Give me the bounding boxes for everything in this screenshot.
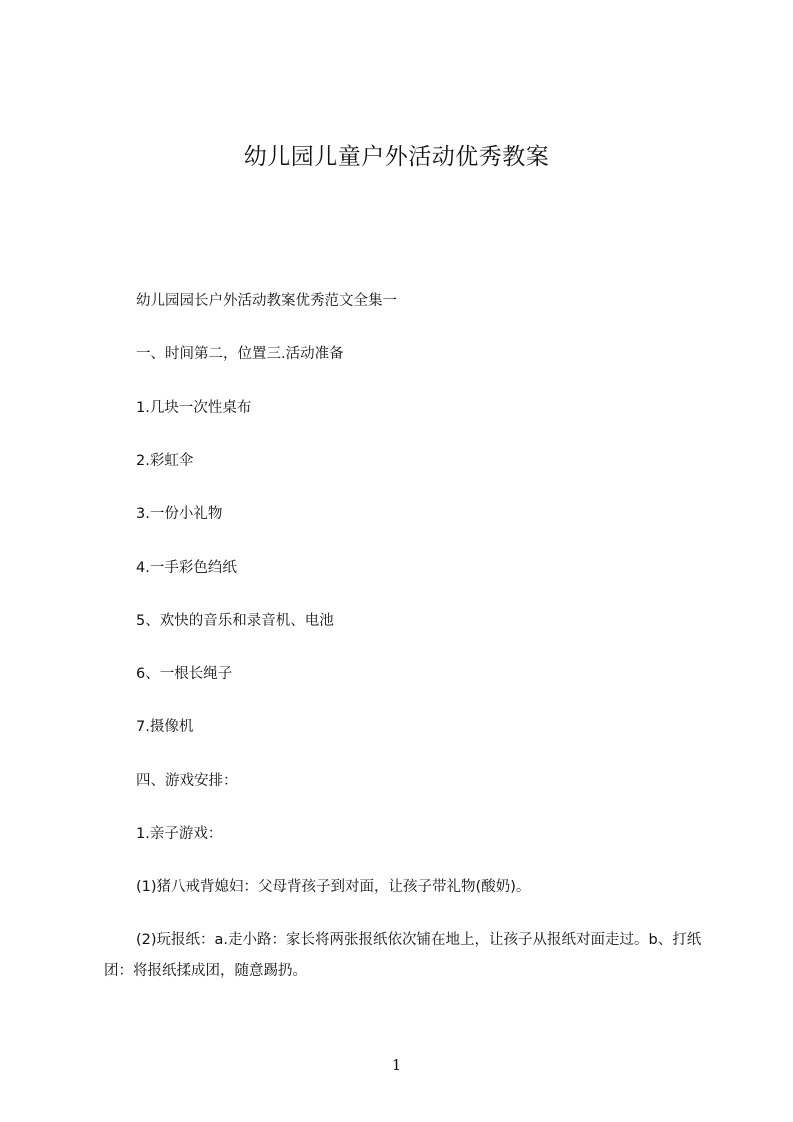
document-title: 幼儿园儿童户外活动优秀教案 [243,144,550,170]
body-line: (1)猪八戒背媳妇：父母背孩子到对面，让孩子带礼物(酸奶)。 [136,879,531,895]
list-item: 7.摄像机 [136,719,194,735]
page-number: 1 [391,1056,402,1074]
list-item: 2.彩虹伞 [136,453,194,469]
list-item: 3.一份小礼物 [136,506,223,522]
subtitle-line: 幼儿园园长户外活动教案优秀范文全集一 [136,293,397,309]
list-item: 4.一手彩色绉纸 [136,560,237,576]
sub-heading: 1.亲子游戏： [136,826,223,842]
list-item: 1.几块一次性桌布 [136,400,252,416]
list-item: 5、欢快的音乐和录音机、电池 [136,613,334,629]
body-paragraph: (2)玩报纸：a.走小路：家长将两张报纸依次铺在地上，让孩子从报纸对面走过。b、打纸团：将报纸揉成团，随意踢扔。 [104,932,702,979]
section-heading: 一、时间第二，位置三.活动准备 [136,346,344,362]
section-heading: 四、游戏安排： [136,773,238,789]
list-item: 6、一根长绳子 [136,666,233,682]
